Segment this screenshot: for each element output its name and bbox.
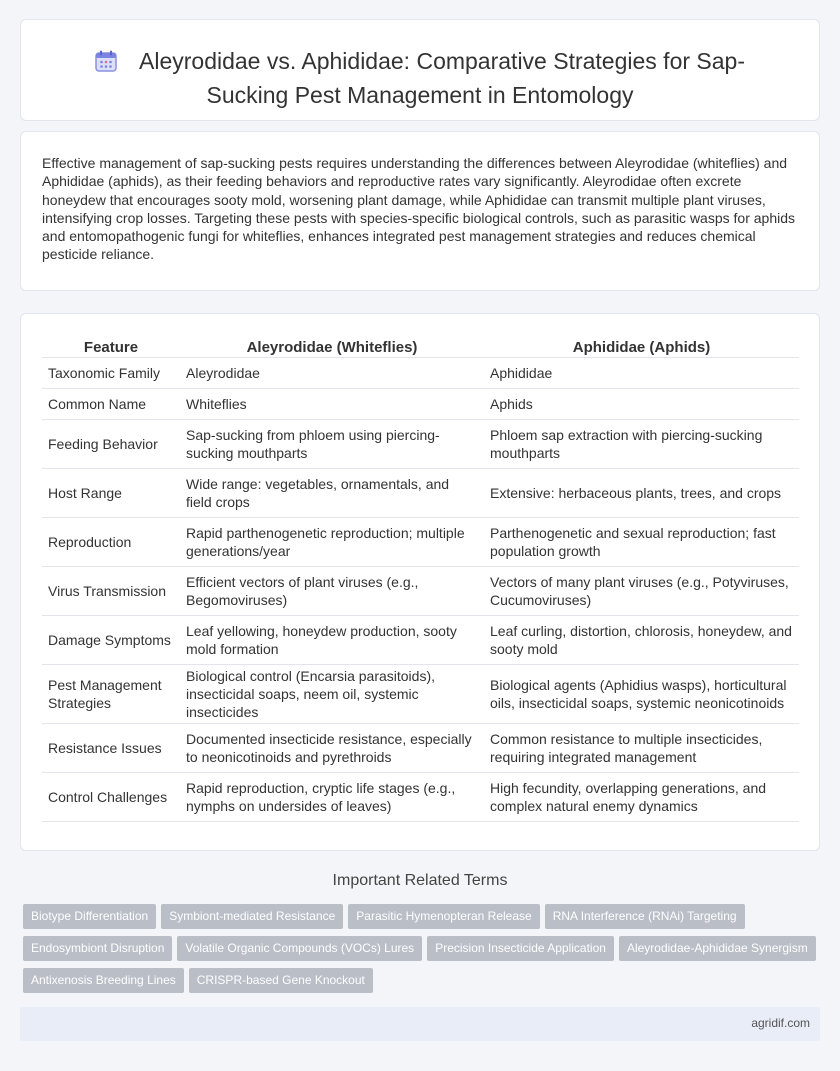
tag-row	[23, 968, 823, 1000]
header-aleyrodidae: Aleyrodidae (Whiteflies)	[180, 334, 484, 358]
aleyrodidae-cell: Wide range: vegetables, ornamentals, and field crops	[180, 469, 484, 518]
tag-crispr-gene-knockout[interactable]: CRISPR-based Gene Knockout	[189, 968, 373, 993]
intro-paragraph: Effective management of sap-sucking pests requires understanding the differences between Aleyrodidae (whiteflies) and Aphididae (aphids), as their feeding behaviors and reproductive rates vary significantly. Aleyrodidae often excrete honeydew that encourages sooty mold, worsening plant damage, while Aphididae can transmit multiple plant viruses, intensifying crop losses. Targeting these pests with species-specific biological controls, such as parasitic wasps for aphids and entomopathogenic fungi for whiteflies, enhances integrated pest management strategies and reduces chemical pesticide reliance.	[42, 155, 795, 263]
footer-site-link[interactable]: agridif.com	[751, 1016, 810, 1030]
intro-card	[20, 131, 820, 291]
feature-cell: Common Name	[42, 389, 180, 420]
feature-cell: Damage Symptoms	[42, 616, 180, 665]
related-terms-heading: Important Related Terms	[332, 872, 508, 889]
feature-cell: Host Range	[42, 469, 180, 518]
tag-voc-lures[interactable]: Volatile Organic Compounds (VOCs) Lures	[177, 936, 422, 961]
tag-aleyrodidae-aphididae-synergism[interactable]: Aleyrodidae-Aphididae Synergism	[619, 936, 816, 961]
aleyrodidae-cell: Leaf yellowing, honeydew production, sooty mold formation	[180, 616, 484, 665]
aphididae-cell: Extensive: herbaceous plants, trees, and crops	[484, 469, 799, 518]
related-terms-tags	[23, 904, 823, 1000]
tag-precision-insecticide-application[interactable]: Precision Insecticide Application	[427, 936, 614, 961]
aphididae-cell: Common resistance to multiple insecticides, requiring integrated management	[484, 724, 799, 773]
table-row	[42, 665, 799, 724]
page-title	[21, 46, 819, 111]
aphididae-cell: High fecundity, overlapping generations, and complex natural enemy dynamics	[484, 773, 799, 822]
table-row	[42, 389, 799, 420]
title-card	[20, 19, 820, 121]
aphididae-cell: Biological agents (Aphidius wasps), horticultural oils, insecticidal soaps, systemic neonicotinoids	[484, 665, 799, 724]
feature-cell: Reproduction	[42, 518, 180, 567]
aleyrodidae-cell: Rapid reproduction, cryptic life stages (e.g., nymphs on undersides of leaves)	[180, 773, 484, 822]
aleyrodidae-cell: Biological control (Encarsia parasitoids), insecticidal soaps, neem oil, systemic insecticides	[180, 665, 484, 724]
feature-cell: Taxonomic Family	[42, 358, 180, 389]
tag-rnai-targeting[interactable]: RNA Interference (RNAi) Targeting	[545, 904, 745, 929]
table-row	[42, 616, 799, 665]
aleyrodidae-cell: Whiteflies	[180, 389, 484, 420]
title-line-2: Sucking Pest Management in Entomology	[206, 82, 634, 108]
title-line-1: Aleyrodidae vs. Aphididae: Comparative Strategies for Sap-	[139, 48, 745, 74]
tag-parasitic-hymenopteran-release[interactable]: Parasitic Hymenopteran Release	[348, 904, 539, 929]
header-feature: Feature	[42, 334, 180, 358]
aphididae-cell: Parthenogenetic and sexual reproduction; fast population growth	[484, 518, 799, 567]
header-aphididae: Aphididae (Aphids)	[484, 334, 799, 358]
feature-cell: Pest Management Strategies	[42, 665, 180, 724]
aleyrodidae-cell: Documented insecticide resistance, especially to neonicotinoids and pyrethroids	[180, 724, 484, 773]
tag-antixenosis-breeding-lines[interactable]: Antixenosis Breeding Lines	[23, 968, 184, 993]
table-row	[42, 518, 799, 567]
table-header-row	[42, 334, 799, 358]
aphididae-cell: Phloem sap extraction with piercing-sucking mouthparts	[484, 420, 799, 469]
table-row	[42, 420, 799, 469]
calendar-icon	[95, 49, 117, 80]
aleyrodidae-cell: Rapid parthenogenetic reproduction; multiple generations/year	[180, 518, 484, 567]
aphididae-cell: Aphids	[484, 389, 799, 420]
aphididae-cell: Aphididae	[484, 358, 799, 389]
comparison-table	[42, 334, 799, 822]
table-row	[42, 358, 799, 389]
tag-biotype-differentiation[interactable]: Biotype Differentiation	[23, 904, 156, 929]
feature-cell: Control Challenges	[42, 773, 180, 822]
aphididae-cell: Vectors of many plant viruses (e.g., Potyviruses, Cucumoviruses)	[484, 567, 799, 616]
tag-symbiont-mediated-resistance[interactable]: Symbiont-mediated Resistance	[161, 904, 343, 929]
aleyrodidae-cell: Sap-sucking from phloem using piercing-sucking mouthparts	[180, 420, 484, 469]
aleyrodidae-cell: Efficient vectors of plant viruses (e.g., Begomoviruses)	[180, 567, 484, 616]
tag-endosymbiont-disruption[interactable]: Endosymbiont Disruption	[23, 936, 172, 961]
feature-cell: Resistance Issues	[42, 724, 180, 773]
aphididae-cell: Leaf curling, distortion, chlorosis, honeydew, and sooty mold	[484, 616, 799, 665]
table-row	[42, 773, 799, 822]
feature-cell: Virus Transmission	[42, 567, 180, 616]
table-row	[42, 469, 799, 518]
table-row	[42, 567, 799, 616]
footer	[20, 1007, 820, 1041]
tag-row	[23, 904, 823, 936]
aleyrodidae-cell: Aleyrodidae	[180, 358, 484, 389]
feature-cell: Feeding Behavior	[42, 420, 180, 469]
tag-row	[23, 936, 823, 968]
comparison-table-card	[20, 313, 820, 851]
table-row	[42, 724, 799, 773]
